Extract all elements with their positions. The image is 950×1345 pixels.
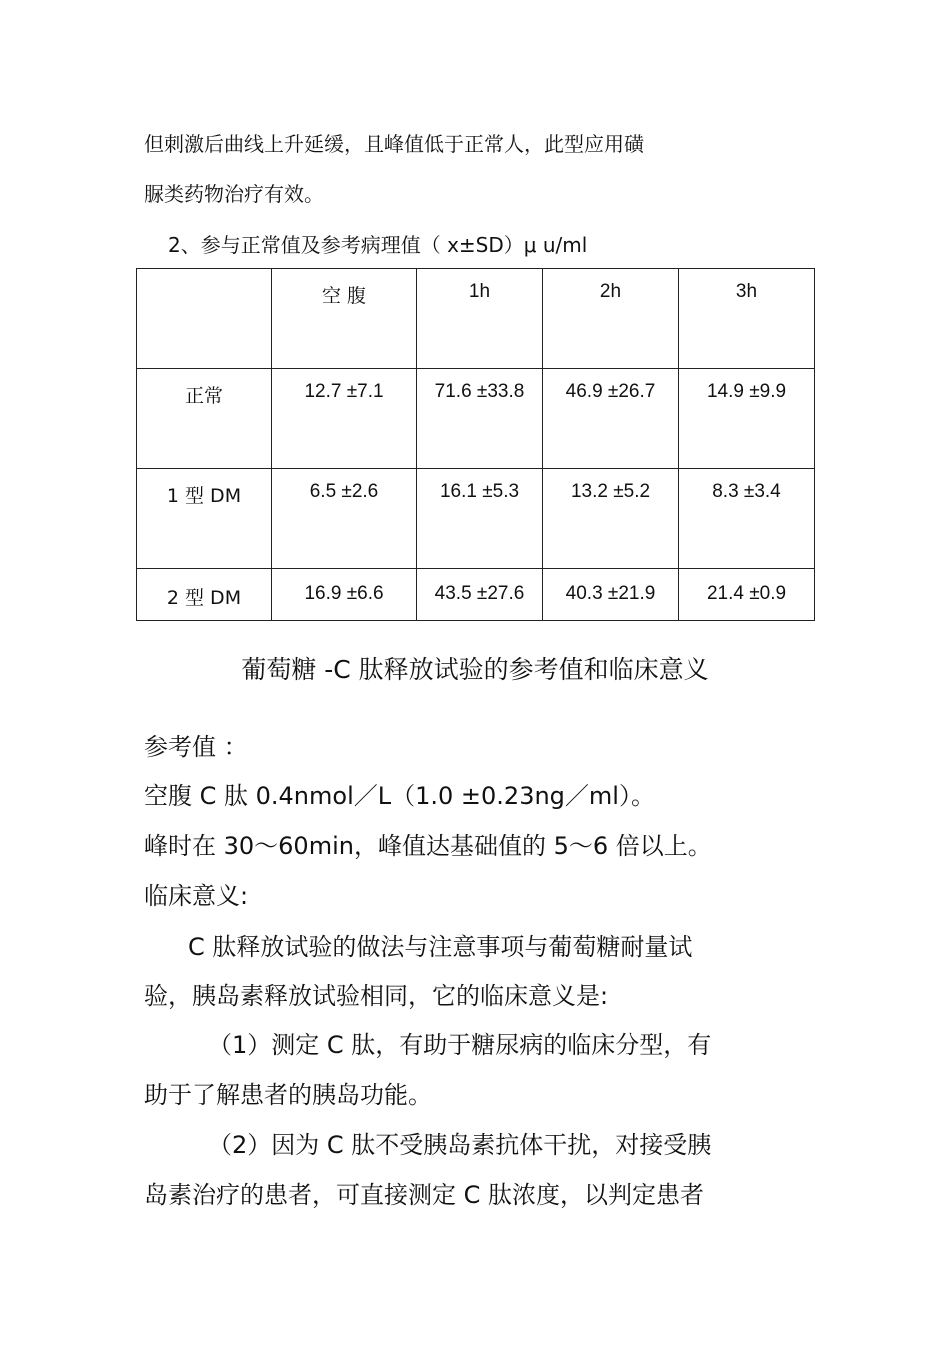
reference-line-1: 空腹 C 肽 0.4nmol／L（1.0 ±0.23ng／ml）。 bbox=[144, 782, 655, 810]
table-row bbox=[137, 369, 815, 469]
table-cell: 71.6 ±33.8 bbox=[417, 369, 543, 469]
table-cell: 43.5 ±27.6 bbox=[417, 569, 543, 621]
header-cell-empty bbox=[137, 269, 272, 369]
table-cell: 14.9 ±9.9 bbox=[679, 369, 815, 469]
table-cell: 16.1 ±5.3 bbox=[417, 469, 543, 569]
reference-line-2: 峰时在 30～60min，峰值达基础值的 5～6 倍以上。 bbox=[144, 832, 712, 860]
table-cell: 6.5 ±2.6 bbox=[272, 469, 417, 569]
reference-table bbox=[136, 268, 815, 621]
table-row bbox=[137, 569, 815, 621]
table-cell: 40.3 ±21.9 bbox=[543, 569, 679, 621]
paragraph-1-line-1: C 肽释放试验的做法与注意事项与葡萄糖耐量试 bbox=[188, 933, 693, 961]
item-2-line-2: 岛素治疗的患者，可直接测定 C 肽浓度，以判定患者 bbox=[144, 1181, 705, 1209]
paragraph-1-line-2: 验，胰岛素释放试验相同，它的临床意义是: bbox=[144, 982, 609, 1010]
table-cell: 46.9 ±26.7 bbox=[543, 369, 679, 469]
item-1-line-2: 助于了解患者的胰岛功能。 bbox=[144, 1081, 432, 1109]
table-cell: 16.9 ±6.6 bbox=[272, 569, 417, 621]
header-cell-fasting: 空 腹 bbox=[272, 269, 417, 369]
row-label: 正常 bbox=[137, 369, 272, 469]
row-label: 2 型 DM bbox=[137, 569, 272, 621]
section-title: 葡萄糖 -C 肽释放试验的参考值和临床意义 bbox=[241, 655, 709, 684]
table-cell: 21.4 ±0.9 bbox=[679, 569, 815, 621]
clinical-label: 临床意义: bbox=[144, 882, 249, 910]
header-cell-3h: 3h bbox=[679, 269, 815, 369]
table-cell: 8.3 ±3.4 bbox=[679, 469, 815, 569]
table-row bbox=[137, 469, 815, 569]
row-label: 1 型 DM bbox=[137, 469, 272, 569]
table-caption: 2、参与正常值及参考病理值（ x±SD）μ u/ml bbox=[168, 233, 588, 257]
table-cell: 12.7 ±7.1 bbox=[272, 369, 417, 469]
intro-line-1: 但刺激后曲线上升延缓，且峰值低于正常人，此型应用磺 bbox=[144, 132, 644, 156]
table-cell: 13.2 ±5.2 bbox=[543, 469, 679, 569]
item-1-line-1: （1）测定 C 肽，有助于糖尿病的临床分型，有 bbox=[208, 1031, 712, 1059]
header-cell-1h: 1h bbox=[417, 269, 543, 369]
header-cell-2h: 2h bbox=[543, 269, 679, 369]
intro-line-2: 脲类药物治疗有效。 bbox=[144, 182, 324, 206]
table-header-row bbox=[137, 269, 815, 369]
item-2-line-1: （2）因为 C 肽不受胰岛素抗体干扰，对接受胰 bbox=[208, 1131, 712, 1159]
reference-label: 参考值 ： bbox=[144, 733, 248, 761]
